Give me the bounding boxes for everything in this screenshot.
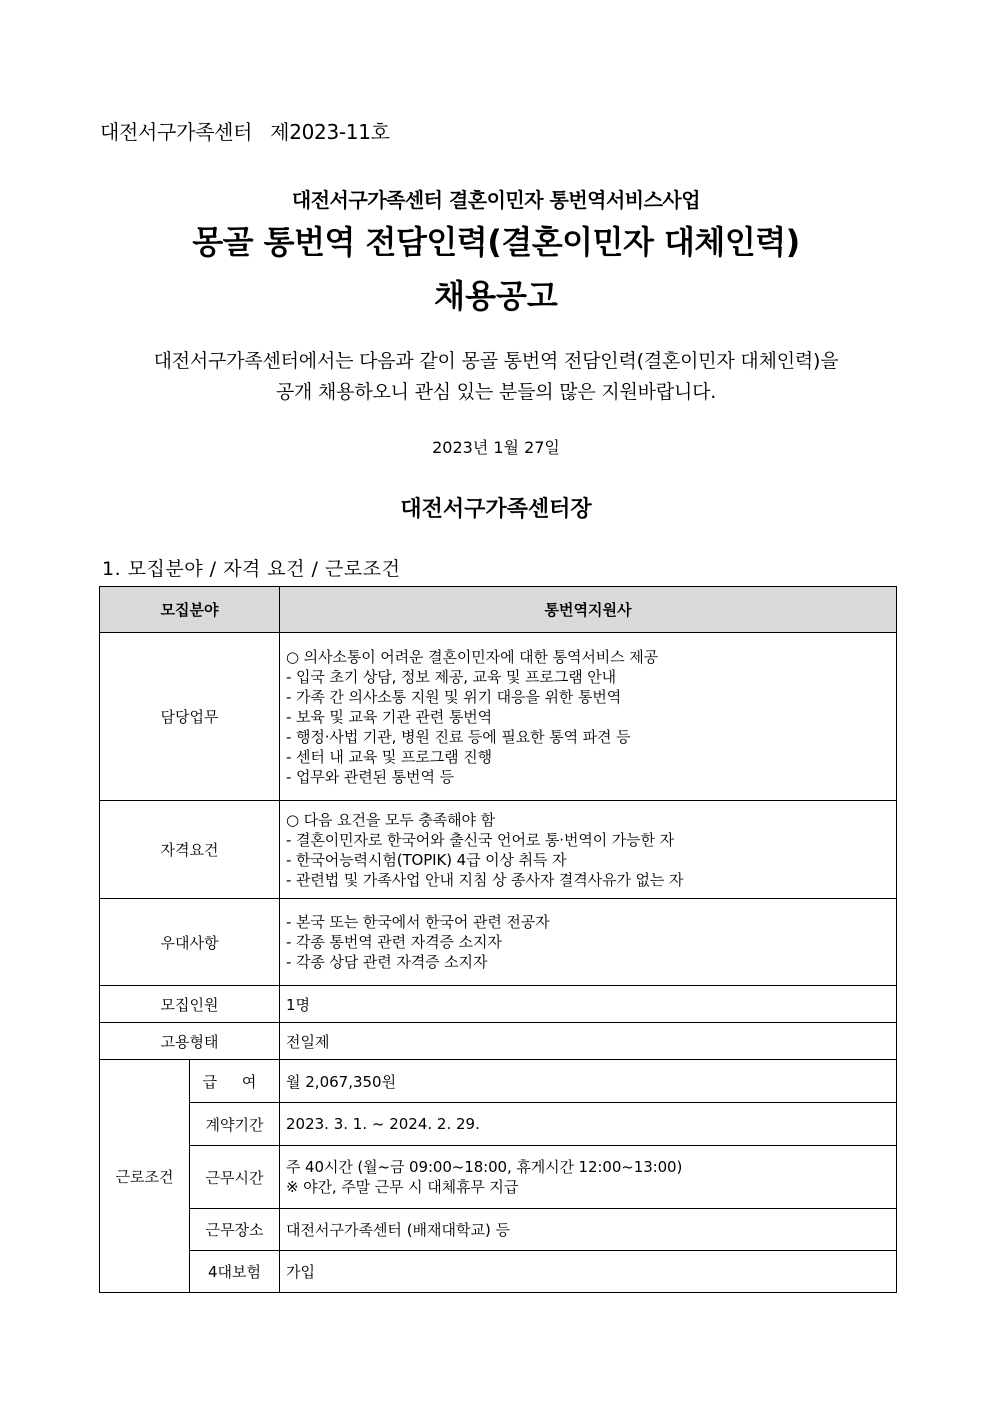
duty-line: - 업무와 관련된 통번역 등 [286, 767, 454, 786]
duties-row [100, 633, 897, 801]
signature: 대전서구가족센터장 [400, 497, 592, 522]
field-value: 통번역지원사 [280, 587, 897, 633]
salary-value: 월 2,067,350원 [280, 1060, 897, 1103]
contract-period-row [100, 1103, 897, 1146]
insurance-row [100, 1251, 897, 1293]
recruitment-table [99, 586, 897, 1293]
preference-line: - 본국 또는 한국에서 한국어 관련 전공자 [286, 913, 550, 931]
employment-type-value: 전일제 [280, 1023, 897, 1060]
salary-label [190, 1060, 280, 1103]
section-title: 1. 모집분야 / 자격 요건 / 근로조건 [102, 558, 401, 580]
contract-period-label: 계약기간 [190, 1103, 280, 1146]
work-hours-note: ※ 야간, 주말 근무 시 대체휴무 지급 [286, 1178, 519, 1196]
qualifications-label: 자격요건 [100, 801, 280, 899]
org-name: 대전서구가족센터 [100, 120, 253, 144]
preferences-row [100, 899, 897, 986]
duties-label: 담당업무 [100, 633, 280, 801]
duty-line: - 보육 및 교육 기관 관련 통번역 [286, 707, 493, 726]
work-hours-label: 근무시간 [190, 1146, 280, 1209]
qualification-line: ○ 다음 요건을 모두 충족해야 함 [286, 810, 496, 829]
headcount-value: 1명 [280, 986, 897, 1023]
duty-line: - 센터 내 교육 및 프로그램 진행 [286, 747, 493, 766]
qualification-line: - 관련법 및 가족사업 안내 지침 상 종사자 결격사유가 없는 자 [286, 870, 684, 889]
preferences-label: 우대사항 [100, 899, 280, 986]
preferences-value [280, 899, 897, 986]
table-header-row [100, 587, 897, 633]
work-hours-line: 주 40시간 (월~금 09:00~18:00, 휴게시간 12:00~13:00) [286, 1158, 683, 1176]
duty-line: - 입국 초기 상담, 정보 제공, 교육 및 프로그램 안내 [286, 667, 617, 686]
workplace-row [100, 1209, 897, 1251]
duty-line: ○ 의사소통이 어려운 결혼이민자에 대한 통역서비스 제공 [286, 647, 658, 666]
headcount-row [100, 986, 897, 1023]
work-hours-value [280, 1146, 897, 1209]
conditions-label: 근로조건 [100, 1060, 190, 1293]
field-label: 모집분야 [100, 587, 280, 633]
duty-line: - 가족 간 의사소통 지원 및 위기 대응을 위한 통번역 [286, 687, 622, 706]
employment-type-label: 고용형태 [100, 1023, 280, 1060]
qualifications-value [280, 801, 897, 899]
employment-type-row [100, 1023, 897, 1060]
preference-line: - 각종 통번역 관련 자격증 소지자 [286, 933, 502, 951]
announcement-date: 2023년 1월 27일 [432, 438, 560, 457]
intro-line-2: 공개 채용하오니 관심 있는 분들의 많은 지원바랍니다. [275, 381, 717, 403]
qualification-line: - 한국어능력시험(TOPIK) 4급 이상 취득 자 [286, 850, 567, 869]
headcount-label: 모집인원 [100, 986, 280, 1023]
preference-line: - 각종 상담 관련 자격증 소지자 [286, 953, 488, 971]
qualification-line: - 결혼이민자로 한국어와 출신국 언어로 통·번역이 가능한 자 [286, 830, 675, 849]
salary-row [100, 1060, 897, 1103]
insurance-value: 가입 [280, 1251, 897, 1293]
contract-period-value: 2023. 3. 1. ~ 2024. 2. 29. [280, 1103, 897, 1146]
page-title-line2: 채용공고 [434, 277, 558, 315]
duties-value [280, 633, 897, 801]
workplace-value: 대전서구가족센터 (배재대학교) 등 [280, 1209, 897, 1251]
duty-line: - 행정·사법 기관, 병원 진료 등에 필요한 통역 파견 등 [286, 727, 631, 746]
doc-number: 제2023-11호 [270, 120, 390, 144]
work-hours-row [100, 1146, 897, 1209]
salary-label-text: 급 여 [202, 1072, 267, 1091]
document-number [100, 116, 390, 145]
subtitle: 대전서구가족센터 결혼이민자 통번역서비스사업 [291, 188, 701, 212]
insurance-label: 4대보험 [190, 1251, 280, 1293]
qualifications-row [100, 801, 897, 899]
workplace-label: 근무장소 [190, 1209, 280, 1251]
intro-line-1: 대전서구가족센터에서는 다음과 같이 몽골 통번역 전담인력(결혼이민자 대체인력)을 [153, 350, 839, 372]
page-title: 몽골 통번역 전담인력(결혼이민자 대체인력) [192, 223, 800, 261]
